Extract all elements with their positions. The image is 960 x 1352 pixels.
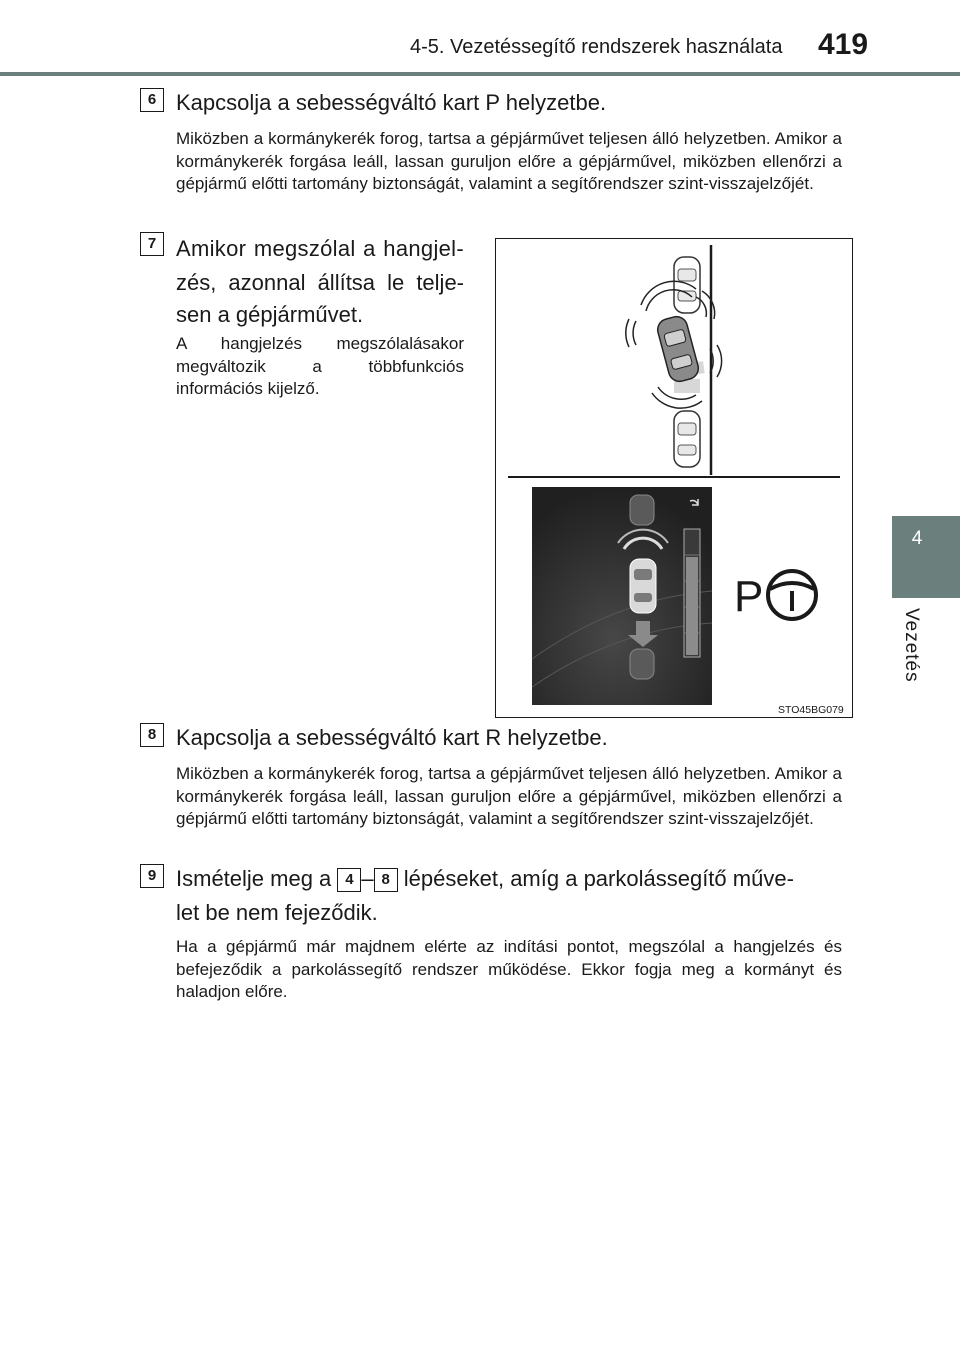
step-7-title-line3: sen a gépjárművet. (176, 302, 364, 327)
step-9-body: Ha a gépjármű már majdnem elérte az indítási pontot, megszólal a hangjelzés és befejeződik a parkolássegítő rendszer működése. Ekkor fogja meg a kormányt és haladjon előre. (176, 937, 842, 1001)
step-8-title: Kapcsolja a sebességváltó kart R helyzetbe. (176, 725, 608, 750)
display-front-car-icon (630, 495, 654, 525)
step-6-body: Miközben a kormánykerék forog, tartsa a gépjárművet teljesen álló helyzetben. Amikor a kormánykerék forgása leáll, lassan guruljon előre a gépjárművel, miközben ellenőrzi a gépjármű előtti tartomány biztonságát, valamint a segítőrendszer szint-visszajelzőjét. (176, 129, 842, 193)
step-ref-8: 8 (374, 868, 398, 892)
step-6-title: Kapcsolja a sebességváltó kart P helyzetbe. (176, 90, 607, 115)
step-9-title-prefix: Ismételje meg a (176, 866, 332, 891)
parked-car-rear-icon (674, 411, 700, 467)
step-8-number: 8 (140, 723, 164, 747)
display-own-car-icon (630, 559, 656, 613)
figure-illustration (496, 239, 852, 717)
step-ref-dash: – (361, 866, 374, 891)
step-7-title-line1: Amikor megszólal a hangjel- (176, 236, 464, 261)
park-symbol: P (734, 572, 764, 621)
step-9-number: 9 (140, 864, 164, 888)
section-title: 4-5. Vezetéssegítő rendszerek használata (410, 36, 783, 58)
step-6-number: 6 (140, 88, 164, 112)
step-8-body: Miközben a kormánykerék forog, tartsa a gépjárművet teljesen álló helyzetben. Amikor a kormánykerék forgása leáll, lassan guruljon előre a gépjárművel, miközben ellenőrzi a gépjármű előtti tartomány biztonságát, valamint a segítőrendszer szint-visszajelzőjét. (176, 764, 842, 828)
display-rear-car-icon (630, 649, 654, 679)
page-number: 419 (818, 28, 869, 61)
header-rule (0, 72, 960, 76)
step-9-title-line2: let be nem fejeződik. (176, 900, 378, 925)
own-vehicle-icon (655, 314, 701, 384)
step-ref-4: 4 (337, 868, 361, 892)
step-7-body: A hangjelzés megszólalásakor megváltozik a többfunkciós információs kijelző. (176, 334, 464, 398)
parked-car-front-icon (674, 257, 700, 313)
step-7-title-line2: zés, azonnal állítsa le telje- (176, 270, 464, 295)
step-7-number: 7 (140, 232, 164, 256)
step-9-title (176, 862, 842, 895)
steering-wheel-icon (768, 571, 816, 619)
figure-code: STO45BG079 (778, 704, 844, 716)
parking-assist-figure (495, 238, 853, 718)
step-9-title-suffix: lépéseket, amíg a parkolássegítő műve- (403, 866, 794, 891)
chapter-label: Vezetés (901, 608, 922, 683)
chapter-number: 4 (911, 528, 923, 549)
chapter-tab (892, 516, 960, 598)
